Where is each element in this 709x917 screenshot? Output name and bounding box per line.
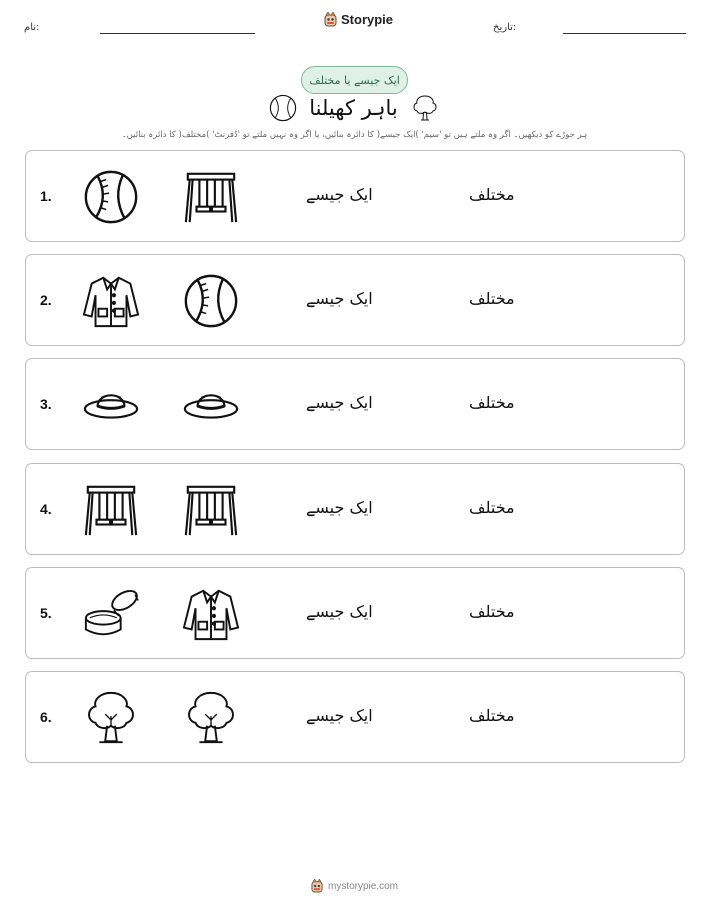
different-option[interactable]: مختلف	[469, 185, 515, 204]
date-label: تاریخ:	[493, 22, 517, 33]
date-field[interactable]	[563, 33, 686, 34]
jacket-icon	[181, 585, 241, 643]
swing-icon	[181, 168, 241, 226]
worksheet-type-badge: ایک جیسے یا مختلف	[301, 66, 408, 94]
same-option[interactable]: ایک جیسے	[306, 185, 373, 204]
different-option[interactable]: مختلف	[469, 705, 515, 725]
storypie-logo-icon	[324, 12, 337, 27]
cream-jar-icon	[81, 585, 141, 643]
name-field[interactable]	[100, 33, 255, 34]
exercise-row-2	[25, 254, 685, 346]
sun-hat-icon	[81, 376, 141, 434]
exercise-row-3	[25, 358, 685, 450]
baseball-icon	[269, 94, 297, 122]
different-option[interactable]: مختلف	[469, 393, 515, 413]
tree-icon	[181, 689, 241, 747]
sun-hat-icon	[181, 376, 241, 434]
same-option[interactable]: ایک جیسے	[306, 601, 373, 621]
name-label: نام:	[24, 22, 40, 33]
swing-icon	[181, 481, 241, 539]
same-option[interactable]: ایک جیسے	[306, 289, 373, 309]
baseball-icon	[81, 168, 141, 226]
same-option[interactable]: ایک جیسے	[306, 393, 373, 413]
page-title: باہر کھیلنا	[309, 96, 398, 120]
row-number: 4.	[40, 500, 52, 517]
footer	[0, 879, 709, 893]
jacket-icon	[81, 272, 141, 330]
exercise-row-4	[25, 463, 685, 555]
header	[0, 0, 709, 50]
tree-icon	[81, 689, 141, 747]
baseball-icon	[181, 272, 241, 330]
brand-name: Storypie	[341, 12, 394, 27]
footer-site[interactable]: mystorypie.com	[327, 880, 398, 892]
same-option[interactable]: ایک جیسے	[306, 497, 373, 517]
exercise-row-1	[25, 150, 685, 242]
row-number: 1.	[40, 188, 52, 204]
row-number: 2.	[40, 292, 52, 309]
row-number: 3.	[40, 396, 52, 413]
brand	[324, 12, 393, 27]
different-option[interactable]: مختلف	[469, 497, 515, 517]
row-number: 5.	[40, 604, 52, 621]
instructions: ہر جوڑے کو دیکھیں۔ اگر وہ ملتے ہیں تو 'سیم' )ایک جیسے( کا دائرہ بنائیں، یا اگر وہ نہیں ملتے تو 'ڈفرنٹ' )مختلف( کا دائرہ بنائیں۔	[121, 130, 588, 140]
swing-icon	[81, 481, 141, 539]
title-row	[0, 92, 709, 124]
exercise-list	[25, 150, 685, 775]
exercise-row-5	[25, 567, 685, 659]
row-number: 6.	[40, 708, 52, 725]
tree-icon	[410, 93, 440, 123]
same-option[interactable]: ایک جیسے	[306, 705, 373, 725]
exercise-row-6	[25, 671, 685, 763]
different-option[interactable]: مختلف	[469, 601, 515, 621]
storypie-logo-icon	[311, 879, 323, 893]
different-option[interactable]: مختلف	[469, 289, 515, 309]
